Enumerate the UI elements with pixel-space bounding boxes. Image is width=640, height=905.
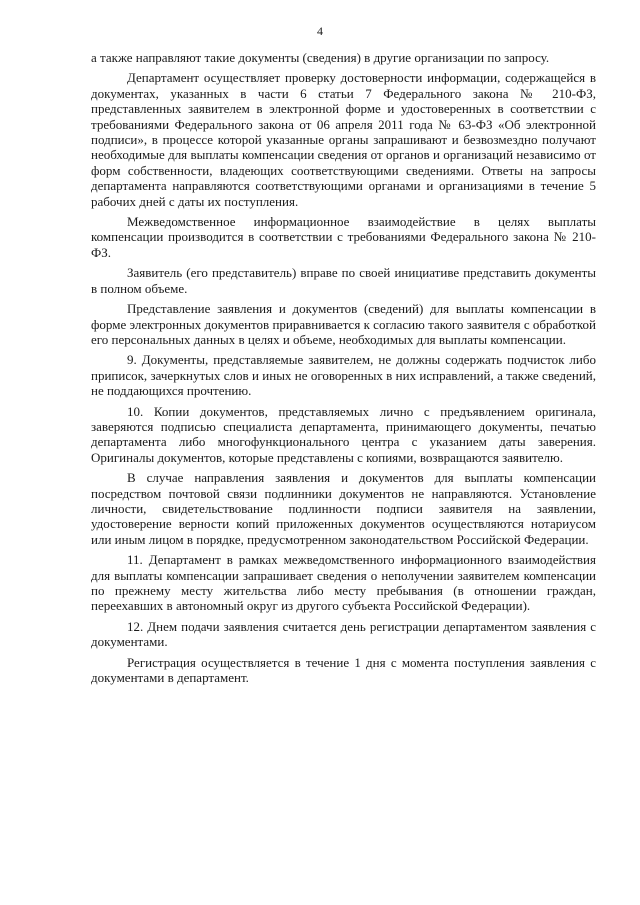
- document-body: [91, 50, 596, 690]
- page-number: 4: [317, 24, 323, 38]
- paragraph: В случае направления заявления и документов для выплаты компенсации посредством почтовой связи подлинники документов не направляются. Установление личности, свидетельствование подлинности подписи заявителя на заявлении, удостоверение верности копий приложенных документов осуществляются нотариусом или иным лицом в порядке, предусмотренном законодательством Российской Федерации.: [91, 470, 596, 547]
- paragraph-item-12: 12. Днем подачи заявления считается день регистрации департаментом заявления с документами.: [91, 618, 596, 650]
- paragraph-item-11: 11. Департамент в рамках межведомственного информационного взаимодействия для выплаты компенсации запрашивает сведения о неполучении заявителем компенсации по прежнему месту жительства либо месту пребывания (в отношении граждан, переехавших в автономный округ из другого субъекта Российской Федерации).: [91, 552, 596, 614]
- paragraph: Заявитель (его представитель) вправе по своей инициативе представить документы в полном объеме.: [91, 265, 596, 296]
- paragraph: а также направляют такие документы (сведения) в другие организации по запросу.: [91, 50, 550, 65]
- paragraph: Регистрация осуществляется в течение 1 дня с момента поступления заявления с документами в департамент.: [91, 654, 596, 686]
- paragraph: Межведомственное информационное взаимодействие в целях выплаты компенсации производится в соответствии с требованиями Федерального закона № 210-ФЗ.: [91, 214, 596, 260]
- paragraph-item-10: 10. Копии документов, представляемых лично с предъявлением оригинала, заверяются подписью специалиста департамента, принимающего документы, печатью департамента либо многофункционального центра с указанием даты заверения. Оригиналы документов, которые представлены с копиями, возвращаются заявителю.: [91, 403, 596, 465]
- paragraph-item-9: 9. Документы, представляемые заявителем, не должны содержать подчисток либо приписок, зачеркнутых слов и иных не оговоренных в них исправлений, а также сведений, не поддающихся прочтению.: [91, 352, 596, 399]
- paragraph: Представление заявления и документов (сведений) для выплаты компенсации в форме электронных документов приравнивается к согласию такого заявителя с обработкой его персональных данных в целях и объеме, необходимых для выплаты компенсации.: [91, 301, 596, 347]
- paragraph: Департамент осуществляет проверку достоверности информации, содержащейся в документах, указанных в части 6 статьи 7 Федерального закона № 210-ФЗ, представленных заявителем в электронной форме и удостоверенных в соответствии с требованиями Федерального закона от 06 апреля 2011 года № 63-ФЗ «Об электронной подписи», в процессе которой указанные органы запрашивают и безвозмездно получают необходимые для выплаты компенсации сведения от органов и организаций независимо от форм собственности, владеющих соответствующими сведениями. Ответы на запросы департамента направляются соответствующими органами и организациями в течение 5 рабочих дней с даты их поступления.: [91, 70, 596, 209]
